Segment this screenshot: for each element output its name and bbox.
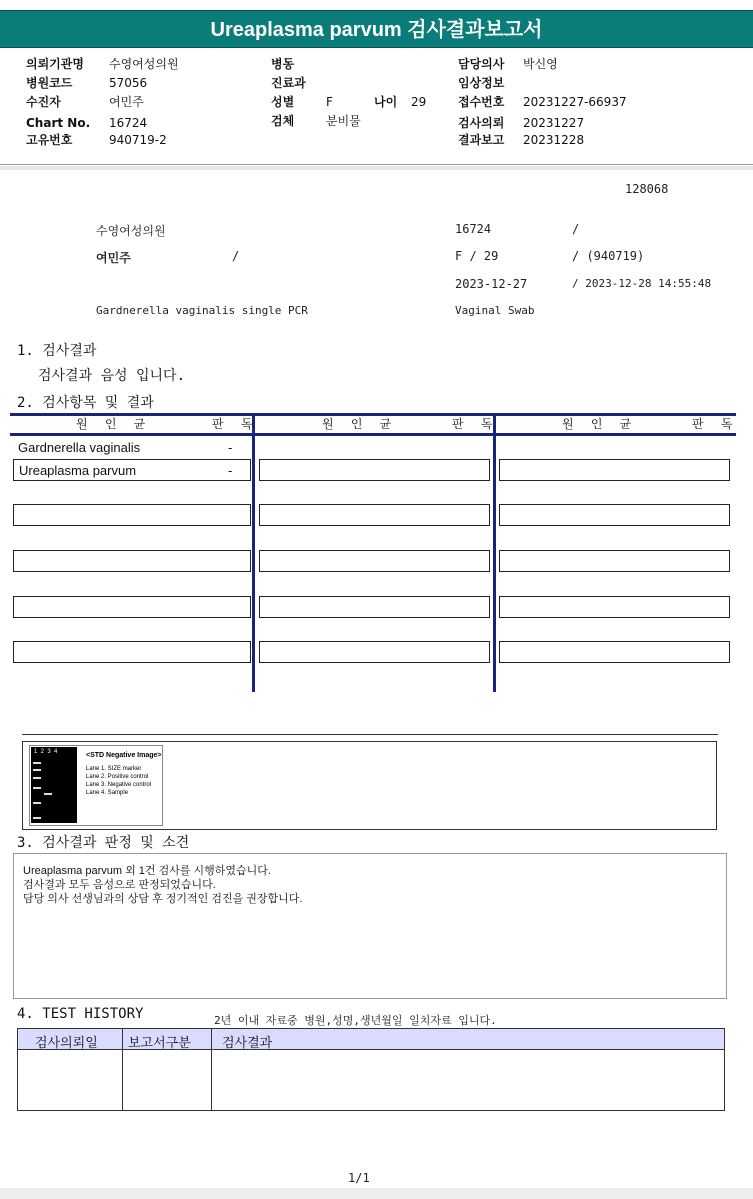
col-header-organism-1: 원 인 균 <box>76 417 151 431</box>
result-cell-box <box>259 459 490 481</box>
header-value-specimen: 분비물 <box>326 114 361 128</box>
header-value-hospital-code: 57056 <box>109 76 148 90</box>
gel-band <box>33 769 41 771</box>
header-label-age: 나이 <box>374 95 398 109</box>
report-title-bar <box>0 10 753 48</box>
header-value-receipt-no: 20231227-66937 <box>523 95 627 109</box>
section3-title: 3. 검사결과 판정 및 소견 <box>17 835 190 851</box>
result-cell-box <box>259 596 490 618</box>
section4-title: 4. TEST HISTORY <box>17 1006 144 1022</box>
info-sex-age: F / 29 <box>455 249 499 263</box>
report-number: 128068 <box>625 182 669 196</box>
opinion-line: 담당 의사 선생님과의 상담 후 정기적인 검진을 권장합니다. <box>23 893 303 905</box>
gel-image <box>31 747 77 823</box>
header-value-sex: F <box>326 95 333 109</box>
section4-note: 2년 이내 자료중 병원,성명,생년월일 일치자료 입니다. <box>214 1014 497 1027</box>
section1-result-text: 검사결과 음성 입니다. <box>38 368 186 384</box>
info-hospital: 수영여성의원 <box>96 224 166 238</box>
header-label-chart-no: Chart No. <box>26 116 91 130</box>
history-th-request-date: 검사의뢰일 <box>35 1036 98 1051</box>
result-cell-box <box>499 504 730 526</box>
header-label-ward: 병동 <box>271 57 295 71</box>
gel-caption-title: <STD Negative Image> <box>86 752 162 759</box>
section1-title: 1. 검사결과 <box>17 343 97 359</box>
result-row-value: - <box>228 440 233 455</box>
result-cell-box <box>259 550 490 572</box>
header-label-hospital-code: 병원코드 <box>26 76 73 90</box>
gel-caption-line: Lane 3. Negative control <box>86 782 152 788</box>
col-header-judge-3: 판 독 <box>692 417 738 431</box>
history-table <box>17 1028 725 1111</box>
header-label-specimen: 검체 <box>271 114 295 128</box>
gel-band <box>33 762 41 764</box>
info-slash-1: / <box>572 222 580 236</box>
gel-caption-line: Lane 4. Sample <box>86 790 129 796</box>
section2-title: 2. 검사항목 및 결과 <box>17 395 154 411</box>
header-value-doctor: 박신영 <box>523 57 558 71</box>
footer-band <box>0 1188 753 1199</box>
report-title: Ureaplasma parvum 검사결과보고서 <box>210 19 543 41</box>
info-report-datetime: / 2023-12-28 14:55:48 <box>572 277 712 290</box>
opinion-line: 검사결과 모두 음성으로 판정되었습니다. <box>23 879 216 891</box>
gel-band <box>44 793 52 795</box>
gel-caption-line: Lane 2. Positive control <box>86 774 149 780</box>
header-label-sex: 성별 <box>271 95 295 109</box>
result-cell-box <box>13 504 251 526</box>
info-patient: 여민주 <box>96 251 131 265</box>
header-value-report-date: 20231228 <box>523 133 585 147</box>
header-value-request-date: 20231227 <box>523 116 585 130</box>
col-header-judge-2: 판 독 <box>452 417 498 431</box>
opinion-line: Ureaplasma parvum 외 1건 검사를 시행하였습니다. <box>23 865 271 877</box>
table-header-border <box>10 433 736 436</box>
header-label-unique-no: 고유번호 <box>26 133 73 147</box>
gel-top-rule <box>22 734 718 735</box>
header-label-patient: 수진자 <box>26 95 61 109</box>
result-cell-box <box>499 596 730 618</box>
header-label-doctor: 담당의사 <box>458 57 505 71</box>
gel-caption <box>86 752 161 797</box>
info-test-name: Gardnerella vaginalis single PCR <box>96 304 308 317</box>
result-cell-box <box>499 641 730 663</box>
history-table-header <box>18 1029 724 1050</box>
result-cell-box <box>259 504 490 526</box>
history-col-divider <box>122 1029 123 1110</box>
history-th-report-type: 보고서구분 <box>128 1036 191 1051</box>
header-label-report-date: 결과보고 <box>458 133 505 147</box>
header-divider <box>0 164 753 165</box>
result-cell-box <box>13 641 251 663</box>
gel-caption-line: Lane 1. SIZE marker <box>86 766 142 772</box>
info-specimen: Vaginal Swab <box>455 304 535 317</box>
col-header-organism-2: 원 인 균 <box>322 417 397 431</box>
page-number: 1/1 <box>348 1171 370 1185</box>
header-value-unique-no: 940719-2 <box>109 133 167 147</box>
header-value-patient: 여민주 <box>109 95 144 109</box>
table-divider-1 <box>252 413 255 692</box>
header-divider-shadow <box>0 166 753 170</box>
result-cell-box <box>499 550 730 572</box>
result-row-value: - <box>228 463 233 478</box>
header-label-clinical-info: 임상정보 <box>458 76 505 90</box>
gel-band <box>33 777 41 779</box>
header-label-institution: 의뢰기관명 <box>26 57 84 71</box>
header-label-request-date: 검사의뢰 <box>458 116 505 130</box>
history-th-result: 검사결과 <box>222 1036 273 1051</box>
gel-band <box>33 817 41 819</box>
info-chart-no: 16724 <box>455 222 492 236</box>
history-col-divider <box>211 1029 212 1110</box>
header-value-institution: 수영여성의원 <box>109 57 179 71</box>
result-cell-box <box>259 641 490 663</box>
info-birth: / (940719) <box>572 249 645 263</box>
col-header-organism-3: 원 인 균 <box>562 417 637 431</box>
header-value-chart-no: 16724 <box>109 116 148 130</box>
gel-lane-numbers: 1 2 3 4 <box>34 749 58 755</box>
info-slash-2: / <box>232 249 240 263</box>
result-cell-box <box>499 459 730 481</box>
result-cell-box <box>13 596 251 618</box>
gel-band <box>33 787 41 789</box>
result-row-name: Ureaplasma parvum <box>19 463 137 478</box>
header-label-receipt-no: 접수번호 <box>458 95 505 109</box>
header-label-dept: 진료과 <box>271 76 306 90</box>
header-value-age: 29 <box>411 95 427 109</box>
result-cell-box <box>13 550 251 572</box>
gel-band <box>33 802 41 804</box>
result-row-name: Gardnerella vaginalis <box>18 440 141 455</box>
col-header-judge-1: 판 독 <box>212 417 258 431</box>
table-divider-2 <box>493 413 496 692</box>
info-receipt-date: 2023-12-27 <box>455 277 528 291</box>
